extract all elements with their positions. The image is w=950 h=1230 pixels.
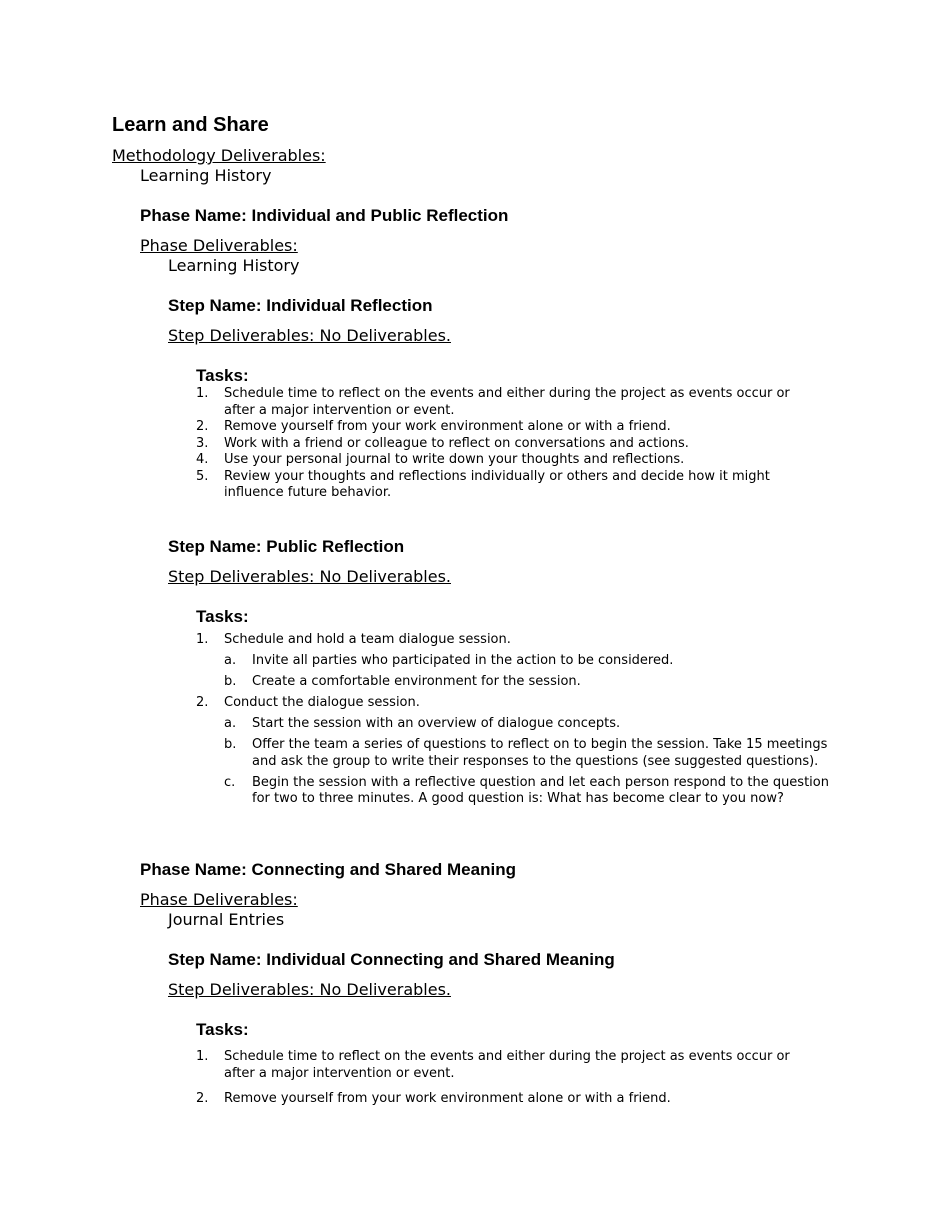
task-item [196, 436, 808, 453]
task-item [196, 695, 836, 808]
phase-deliverables-label: Phase Deliverables: [140, 236, 298, 255]
subtask-letter: c. [224, 774, 236, 790]
phase-deliverable-item: Learning History [168, 256, 300, 275]
task-text: Use your personal journal to write down your thoughts and reflections. [224, 452, 685, 467]
methodology-deliverables-label: Methodology Deliverables: [112, 146, 326, 165]
task-text: Review your thoughts and reflections individually or others and decide how it might influence future behavior. [224, 468, 770, 500]
subtask-letter: a. [224, 653, 237, 668]
subtask-text: Invite all parties who participated in the action to be considered. [252, 653, 674, 668]
task-number: 3. [196, 435, 209, 451]
task-text: Work with a friend or colleague to reflect on conversations and actions. [224, 435, 689, 451]
task-text: Conduct the dialogue session. [224, 695, 420, 710]
task-list [196, 386, 808, 502]
tasks-label: Tasks: [196, 366, 249, 385]
task-item [196, 1049, 808, 1082]
task-list [196, 1049, 808, 1107]
task-number: 2. [196, 1090, 209, 1106]
task-number: 2. [196, 419, 209, 434]
task-item [196, 1091, 808, 1108]
subtask-item [224, 775, 836, 808]
task-item [196, 632, 836, 691]
task-text: Schedule time to reflect on the events and either during the project as events occur or after a major intervention or event. [224, 1049, 790, 1081]
task-number: 1. [196, 1049, 209, 1064]
document-title: Learn and Share [112, 114, 269, 136]
phase-name: Phase Name: Individual and Public Reflection [140, 206, 509, 225]
subtask-text: Create a comfortable environment for the session. [252, 674, 581, 689]
subtask-list [224, 653, 836, 691]
task-text: Schedule and hold a team dialogue session. [224, 632, 511, 647]
task-number: 1. [196, 632, 209, 647]
task-item [196, 419, 808, 436]
step-deliverables: Step Deliverables: No Deliverables. [168, 980, 451, 999]
task-number: 4. [196, 452, 209, 467]
subtask-item [224, 716, 836, 733]
tasks-label: Tasks: [196, 607, 249, 626]
task-list [196, 632, 836, 812]
task-text: Remove yourself from your work environment alone or with a friend. [224, 1090, 671, 1106]
task-text: Remove yourself from your work environment alone or with a friend. [224, 419, 671, 434]
methodology-deliverable-item: Learning History [140, 166, 272, 185]
step-name: Step Name: Individual Connecting and Shared Meaning [168, 950, 615, 969]
subtask-item [224, 737, 836, 770]
subtask-item [224, 653, 836, 670]
phase-deliverables-label: Phase Deliverables: [140, 890, 298, 909]
phase-deliverable-item: Journal Entries [168, 910, 285, 929]
task-text: Schedule time to reflect on the events and either during the project as events occur or after a major intervention or event. [224, 386, 790, 418]
step-name: Step Name: Individual Reflection [168, 296, 433, 315]
subtask-list [224, 716, 836, 808]
subtask-letter: b. [224, 737, 237, 752]
step-name: Step Name: Public Reflection [168, 537, 405, 556]
subtask-text: Begin the session with a reflective question and let each person respond to the question for two to three minutes. A good question is: What has become clear to you now? [252, 774, 829, 806]
subtask-letter: b. [224, 674, 237, 689]
task-item [196, 469, 808, 502]
subtask-letter: a. [224, 716, 237, 731]
task-item [196, 386, 808, 419]
task-number: 2. [196, 695, 209, 710]
task-number: 5. [196, 468, 209, 484]
subtask-item [224, 674, 836, 691]
tasks-label: Tasks: [196, 1020, 249, 1039]
task-number: 1. [196, 386, 209, 401]
phase-name: Phase Name: Connecting and Shared Meaning [140, 860, 516, 879]
subtask-text: Start the session with an overview of dialogue concepts. [252, 716, 621, 731]
step-deliverables: Step Deliverables: No Deliverables. [168, 326, 451, 345]
task-item [196, 452, 808, 469]
subtask-text: Offer the team a series of questions to reflect on to begin the session. Take 15 meetings and ask the group to write their responses to the questions (see suggested questions). [252, 737, 828, 769]
step-deliverables: Step Deliverables: No Deliverables. [168, 567, 451, 586]
